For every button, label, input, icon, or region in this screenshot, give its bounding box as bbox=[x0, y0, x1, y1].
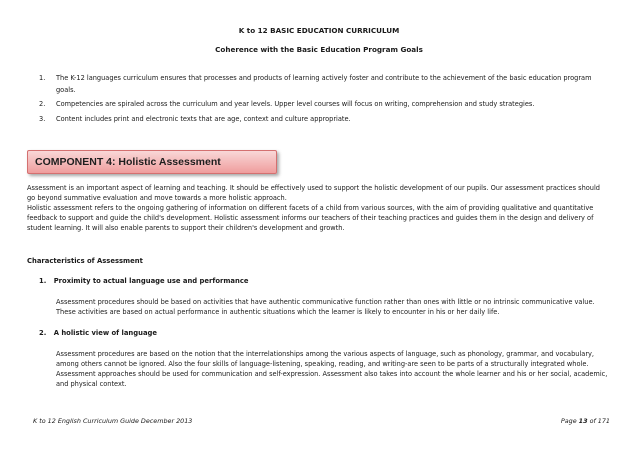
characteristic-1-body bbox=[56, 297, 611, 317]
component-banner bbox=[27, 150, 277, 174]
goal-number: 2. bbox=[39, 100, 46, 108]
goal-number: 1. bbox=[39, 74, 46, 82]
document-title: K to 12 BASIC EDUCATION CURRICULUM bbox=[238, 26, 400, 35]
characteristic-number: 1. bbox=[39, 277, 47, 285]
footer-left: K to 12 English Curriculum Guide December 2013 bbox=[33, 417, 193, 425]
goal-text-continued: goals. bbox=[56, 86, 76, 94]
characteristic-2-heading bbox=[39, 329, 157, 337]
characteristic-number: 2. bbox=[39, 329, 47, 337]
characteristic-2-body bbox=[56, 349, 611, 389]
document-subtitle: Coherence with the Basic Education Program Goals bbox=[215, 45, 423, 54]
characteristic-line: Assessment procedures are based on the notion that the interrelationships among the various aspects of language, such as phonology, grammar, and vocabulary, bbox=[56, 350, 595, 358]
intro-line: student learning. It will also enable parents to support their children's development and growth. bbox=[27, 224, 345, 232]
goal-text: Content includes print and electronic texts that are age, context and culture appropriate. bbox=[56, 115, 351, 123]
characteristic-line: and physical context. bbox=[56, 380, 127, 388]
characteristic-title: A holistic view of language bbox=[53, 329, 158, 337]
component-title: COMPONENT 4: Holistic Assessment bbox=[35, 156, 221, 168]
intro-line: Assessment is an important aspect of learning and teaching. It should be effectively used to support the holistic development of our pupils. Our assessment practices should bbox=[27, 184, 600, 192]
footer-page-number bbox=[561, 417, 610, 425]
characteristic-1-heading bbox=[39, 277, 249, 285]
intro-line: feedback to support and guide the child's development. Holistic assessment informs our teachers of their teaching practices and guides them in the design and delivery of bbox=[27, 214, 594, 222]
intro-line: go beyond summative evaluation and move towards a more holistic approach. bbox=[27, 194, 287, 202]
characteristic-line: These activities are based on actual performance in authentic situations which the learner is likely to encounter in his or her daily life. bbox=[56, 308, 500, 316]
characteristic-line: among others cannot be ignored. Also the four skills of language-listening, speaking, reading, and writing-are seen to be parts of a structurally integrated whole. bbox=[56, 360, 589, 368]
characteristic-line: Assessment approaches should be used for communication and self-expression. Assessment also takes into account the whole learner and his or her social, academic, bbox=[56, 370, 608, 378]
page-prefix: Page bbox=[560, 417, 579, 425]
goal-text: Competencies are spiraled across the curriculum and year levels. Upper level courses will focus on writing, comprehension and study strategies. bbox=[56, 100, 535, 108]
intro-paragraph bbox=[27, 183, 619, 233]
page-current: 13 bbox=[578, 417, 588, 425]
page-suffix: of 171 bbox=[587, 417, 610, 425]
characteristics-heading: Characteristics of Assessment bbox=[27, 257, 143, 265]
characteristic-line: Assessment procedures should be based on activities that have authentic communicative function rather than ones with little or no intrinsic communicative value. bbox=[56, 298, 595, 306]
characteristic-title: Proximity to actual language use and performance bbox=[53, 277, 249, 285]
goal-number: 3. bbox=[39, 115, 46, 123]
goal-text: The K-12 languages curriculum ensures that processes and products of learning actively foster and contribute to the achievement of the basic education program bbox=[56, 74, 592, 82]
intro-line: Holistic assessment refers to the ongoing gathering of information on different facets of a child from various sources, with the aim of providing qualitative and quantitative bbox=[27, 204, 594, 212]
